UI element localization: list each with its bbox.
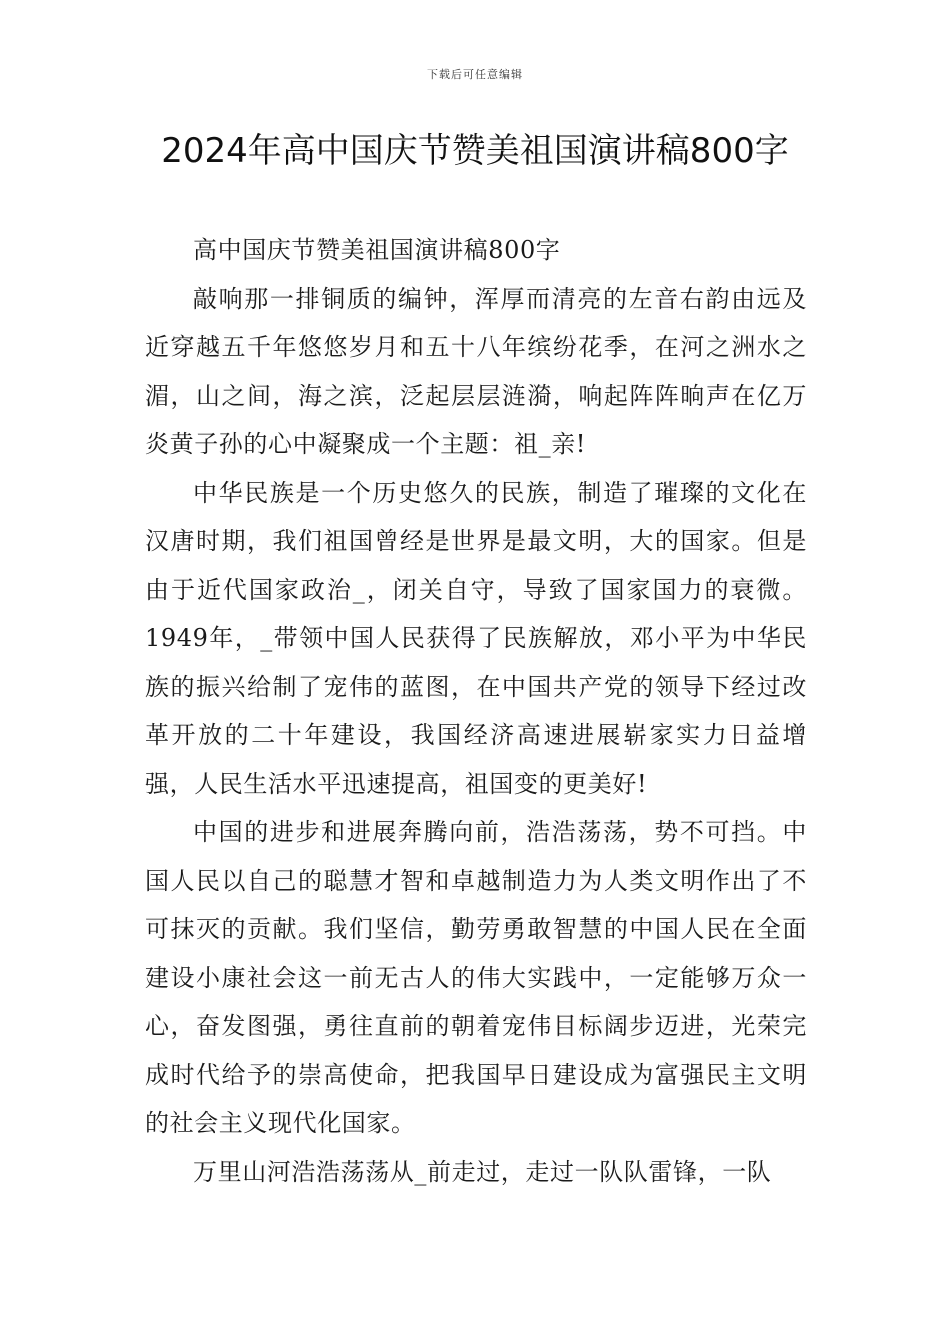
document-body [145, 226, 807, 1196]
header-note: 下载后可任意编辑 [427, 68, 523, 81]
paragraph: 中国的进步和进展奔腾向前，浩浩荡荡，势不可挡。中国人民以自己的聪慧才智和卓越制造力为人类文明作出了不可抹灭的贡献。我们坚信，勤劳勇敢智慧的中国人民在全面建设小康社会这一前无古人的伟大实践中，一定能够万众一心，奋发图强，勇往直前的朝着宠伟目标阔步迈进，光荣完成时代给予的崇高使命，把我国早日建设成为富强民主文明的社会主义现代化国家。 [145, 818, 807, 1137]
paragraph: 万里山河浩浩荡荡从_前走过，走过一队队雷锋，一队 [193, 1157, 772, 1186]
document-title: 2024年高中国庆节赞美祖国演讲稿800字 [161, 131, 789, 171]
paragraph-subtitle: 高中国庆节赞美祖国演讲稿800字 [193, 236, 561, 264]
paragraph: 敲响那一排铜质的编钟，浑厚而清亮的左音右韵由远及近穿越五千年悠悠岁月和五十八年缤纷花季，在河之洲水之湄，山之间，海之滨，泛起层层涟漪，响起阵阵晌声在亿万炎黄子孙的心中凝聚成一个主题：祖_亲! [145, 284, 807, 458]
paragraph: 中华民族是一个历史悠久的民族，制造了璀璨的文化在汉唐时期，我们祖国曾经是世界是最文明，大的国家。但是由于近代国家政治_，闭关自守，导致了国家国力的衰微。1949年，_带领中国人民获得了民族解放，邓小平为中华民族的振兴给制了宠伟的蓝图，在中国共产党的领导下经过改革开放的二十年建设，我国经济高速进展崭家实力日益增强，人民生活水平迅速提高，祖国变的更美好! [145, 478, 807, 798]
